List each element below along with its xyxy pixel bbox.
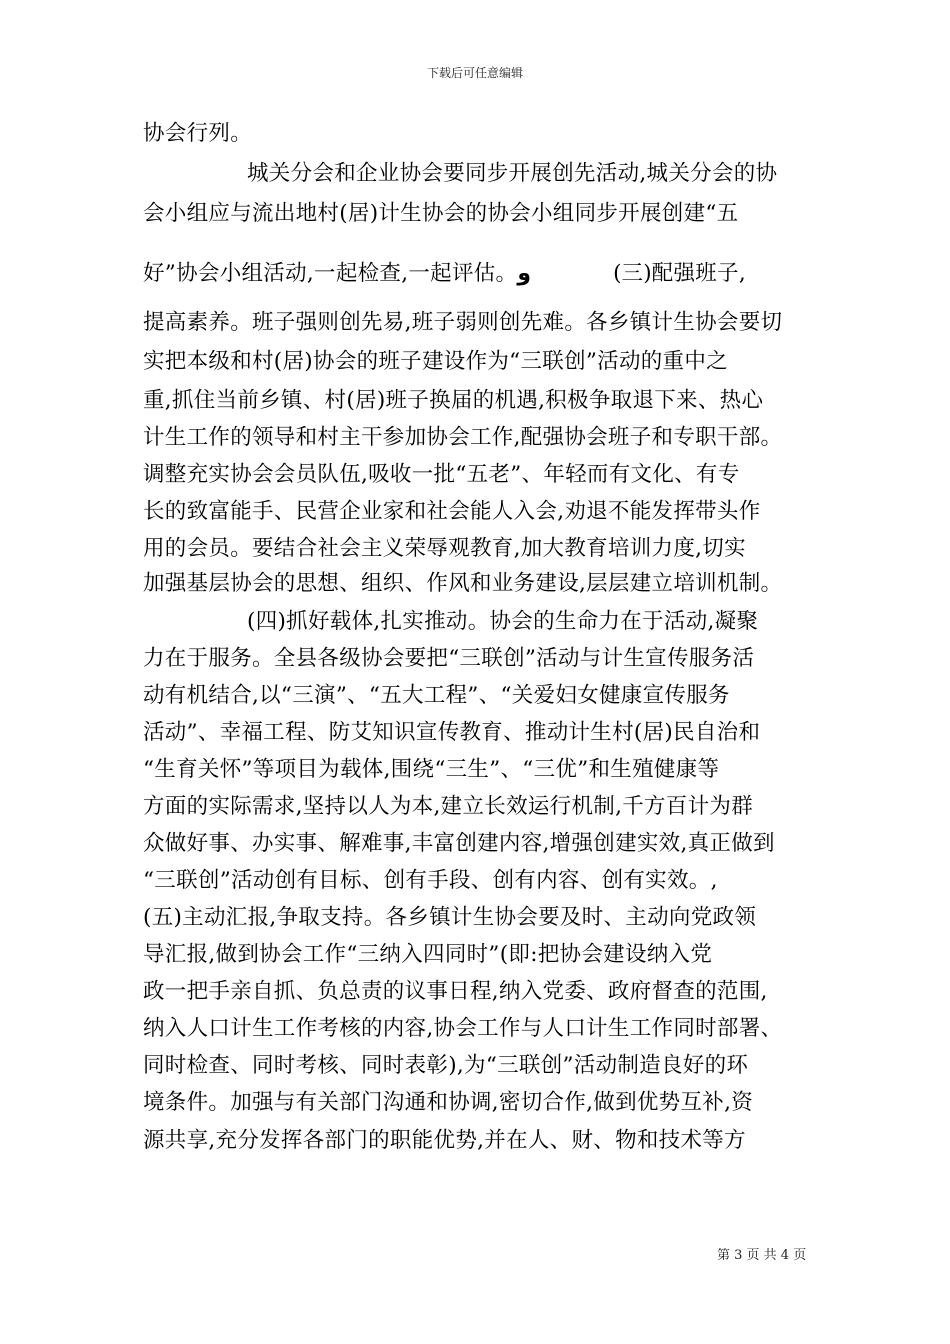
page-number: 第 3 页 共 4 页 [717,1248,807,1263]
page-header: 下载后可任意编辑 [426,66,523,80]
text-line: 计生工作的领导和村主干参加协会工作,配强协会班子和专职干部。 [143,425,783,450]
text-line: 力在于服务。全县各级协会要把“三联创”活动与计生宣传服务活 [143,646,755,671]
text-line: “生育关怀”等项目为载体,围绕“三生”、“三优”和生殖健康等 [143,757,720,782]
text-line: 同时检查、同时考核、同时表彰),为“三联创”活动制造良好的环 [143,1053,749,1078]
section-heading: (三)配强班子, [613,261,746,286]
text-line-with-heading [143,256,746,287]
text-line: 重,抓住当前乡镇、村(居)班子换届的机遇,积极争取退下来、热心 [143,388,764,413]
text-line: 好”协会小组活动,一起检查,一起评估。 [143,261,518,286]
text-line: 实把本级和村(居)协会的班子建设作为“三联创”活动的重中之 [143,349,728,374]
text-line: 源共享,充分发挥各部门的职能优势,并在人、财、物和技术等方 [143,1128,746,1153]
text-line: 境条件。加强与有关部门沟通和协调,密切合作,做到优势互补,资 [143,1090,754,1115]
text-line: 加强基层协会的思想、组织、作风和业务建设,层层建立培训机制。 [143,571,783,596]
text-line: “三联创”活动创有目标、创有手段、创有内容、创有实效。, [143,868,718,893]
text-line: (四)抓好载体,扎实推动。协会的生命力在于活动,凝聚 [247,609,759,634]
text-line: 提高素养。班子强则创先易,班子弱则创先难。各乡镇计生协会要切 [143,310,783,335]
text-line: (五)主动汇报,争取支持。各乡镇计生协会要及时、主动向党政领 [143,905,757,930]
text-line: 协会行列。 [143,121,253,146]
text-line: 纳入人口计生工作考核的内容,协会工作与人口计生工作同时部署、 [143,1016,783,1041]
text-line: 众做好事、办实事、解难事,丰富创建内容,增强创建实效,真正做到 [143,831,775,856]
text-line: 导汇报,做到协会工作“三纳入四同时”(即:把协会建设纳入党 [143,942,713,967]
text-line: 动有机结合,以“三演”、“五大工程”、“关爱妇女健康宣传服务 [143,683,730,708]
text-line: 城关分会和企业协会要同步开展创先活动,城关分会的协 [247,161,778,186]
text-line: 调整充实协会会员队伍,吸收一批“五老”、年轻而有文化、有专 [143,462,740,487]
text-line: 会小组应与流出地村(居)计生协会的协会小组同步开展创建“五 [143,201,739,226]
text-line: 政一把手亲自抓、负总责的议事日程,纳入党委、政府督查的范围, [143,979,768,1004]
stray-mark: و [517,261,532,286]
text-line: 用的会员。要结合社会主义荣辱观教育,加大教育培训力度,切实 [143,536,746,561]
text-line: 方面的实际需求,坚持以人为本,建立长效运行机制,千方百计为群 [143,794,754,819]
text-line: 活动”、幸福工程、防艾知识宣传教育、推动计生村(居)民自治和 [143,720,761,745]
text-line: 长的致富能手、民营企业家和社会能人入会,劝退不能发挥带头作 [143,499,761,524]
